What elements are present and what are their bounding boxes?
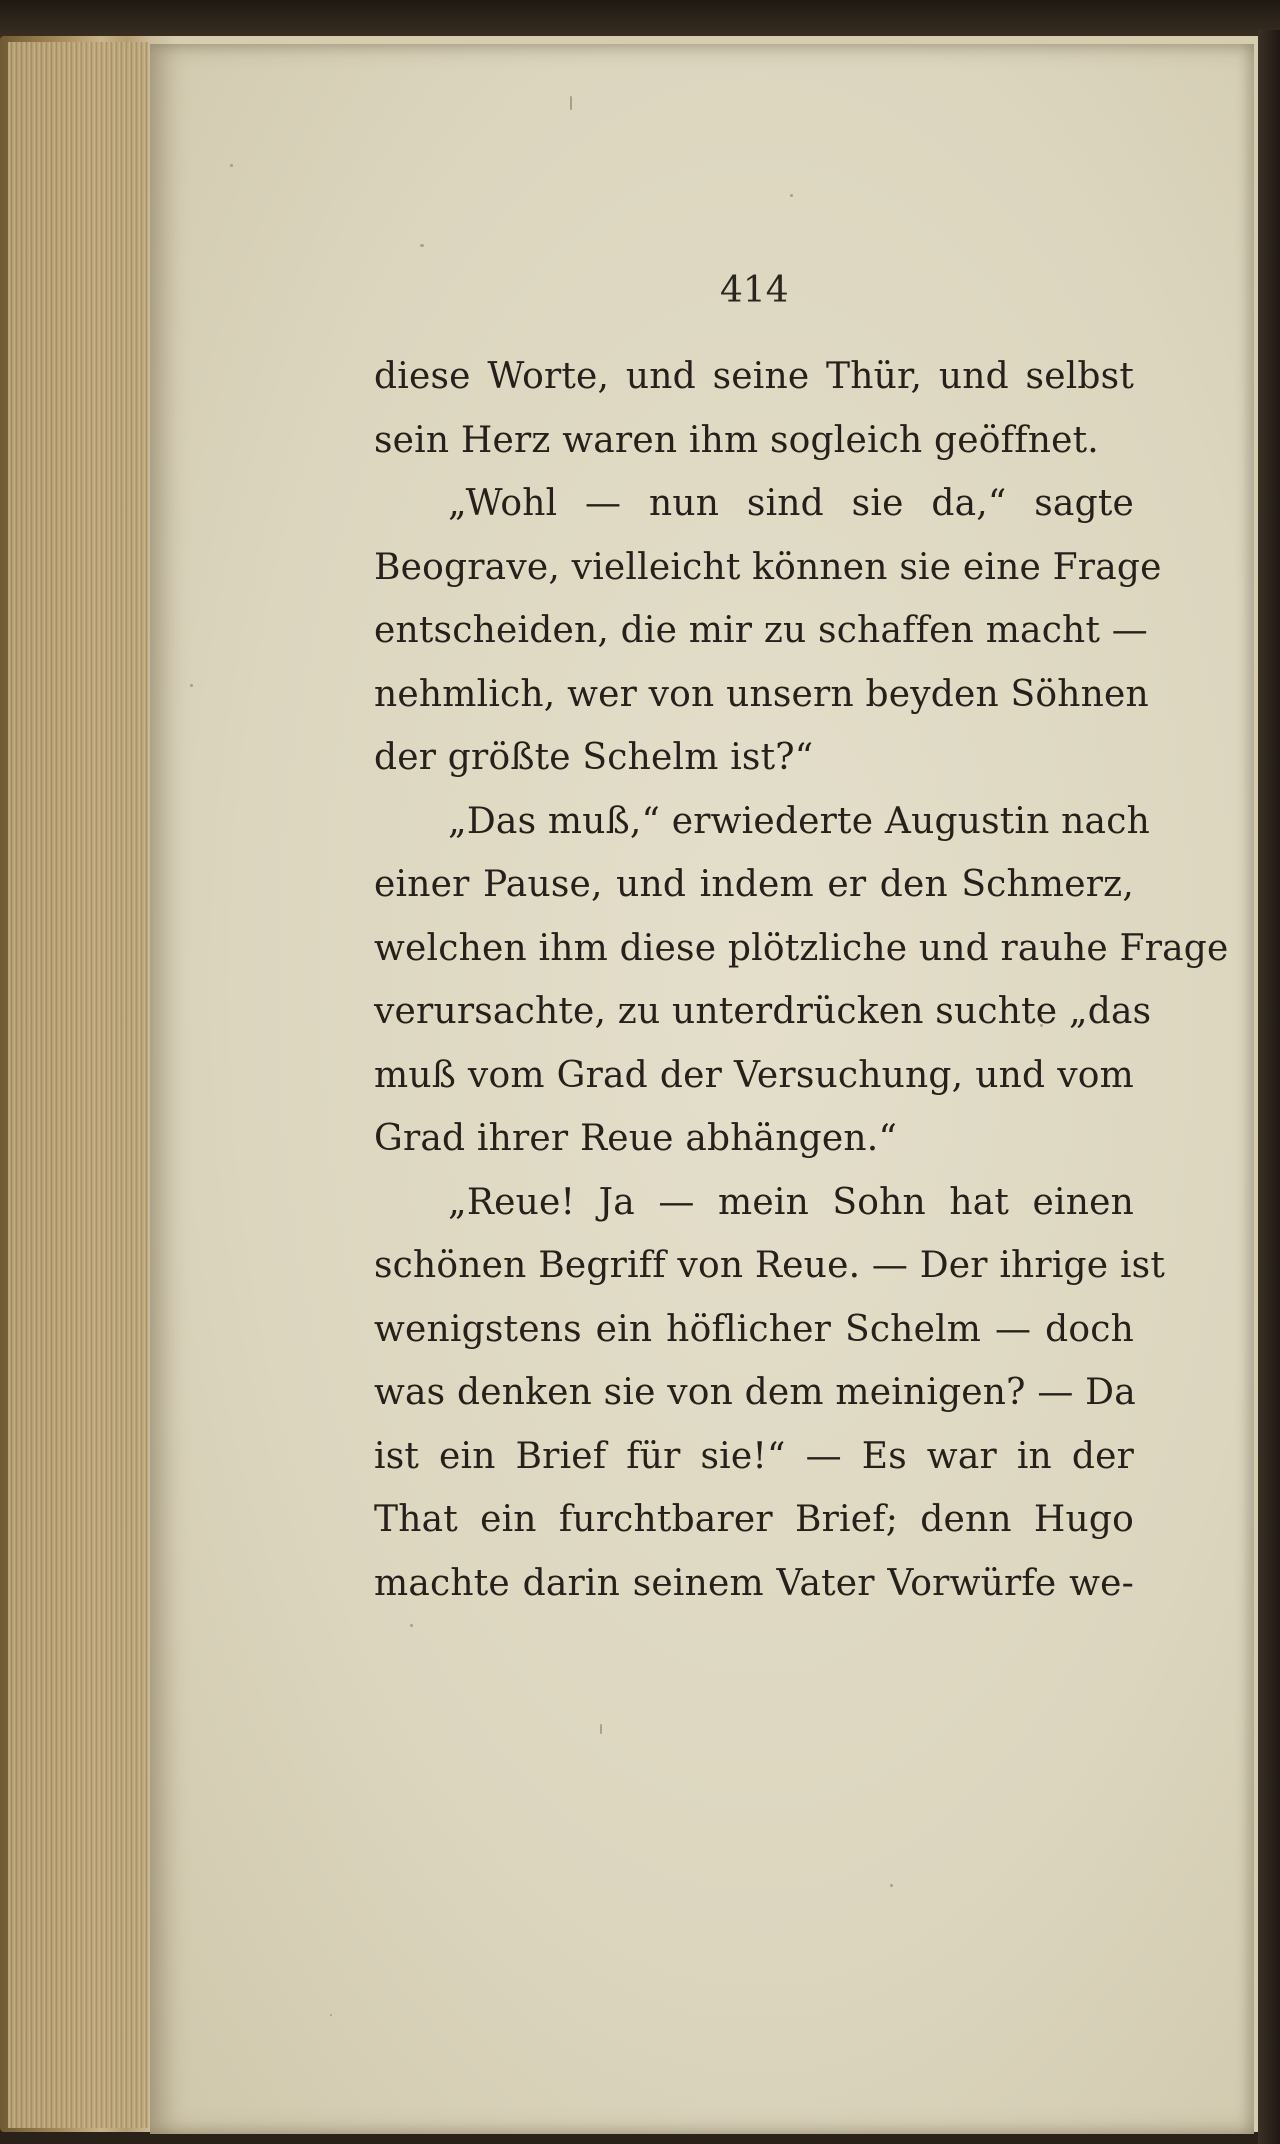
text-line: entscheiden, die mir zu schaffen macht — [374, 610, 1148, 651]
page-edges-stack [8, 42, 148, 2128]
text-line: „Wohl — nun sind sie da,“ sagte [448, 483, 1134, 524]
paper-speck [190, 684, 193, 687]
text-line: „Das muß,“ erwiederte Augustin nach [448, 800, 1150, 842]
text-line: Grad ihrer Reue abhängen.“ [374, 1118, 898, 1159]
text-line: machte darin seinem Vater Vorwürfe we- [374, 1562, 1134, 1604]
text-line: der größte Schelm ist?“ [374, 737, 814, 778]
paper-speck [890, 1884, 893, 1887]
text-line: diese Worte, und seine Thür, und selbst [374, 356, 1134, 397]
body-text [374, 345, 1229, 1615]
text-line: wenigstens ein höflicher Schelm — doch [374, 1308, 1134, 1350]
paper-speck [600, 1724, 602, 1734]
paper-speck [330, 2014, 332, 2016]
book-cover-right [1258, 30, 1280, 2144]
paper-speck [570, 96, 572, 110]
paper-speck [230, 164, 233, 167]
text-line: welchen ihm diese plötzliche und rauhe Frage [374, 927, 1229, 969]
text-line: einer Pause, und indem er den Schmerz, [374, 864, 1134, 905]
page-number: 414 [720, 270, 789, 311]
text-line: verursachte, zu unterdrücken suchte „das [374, 991, 1152, 1032]
text-line: Beograve, vielleicht können sie eine Frage [374, 546, 1162, 588]
text-line: nehmlich, wer von unsern beyden Söhnen [374, 673, 1149, 715]
text-line: sein Herz waren ihm sogleich geöffnet. [374, 419, 1099, 461]
text-line: was denken sie von dem meinigen? — Da [374, 1372, 1136, 1413]
text-line: ist ein Brief für sie!“ — Es war in der [374, 1435, 1134, 1477]
text-line: „Reue! Ja — mein Sohn hat einen [448, 1181, 1134, 1223]
text-line: That ein furchtbarer Brief; denn Hugo [374, 1499, 1134, 1540]
paper-speck [420, 244, 424, 247]
text-line: schönen Begriff von Reue. — Der ihrige ist [374, 1245, 1165, 1286]
text-line: muß vom Grad der Versuchung, und vom [374, 1054, 1134, 1096]
book-cover-top [0, 0, 1280, 40]
paper-speck [790, 194, 793, 197]
paper-speck [410, 1624, 413, 1627]
